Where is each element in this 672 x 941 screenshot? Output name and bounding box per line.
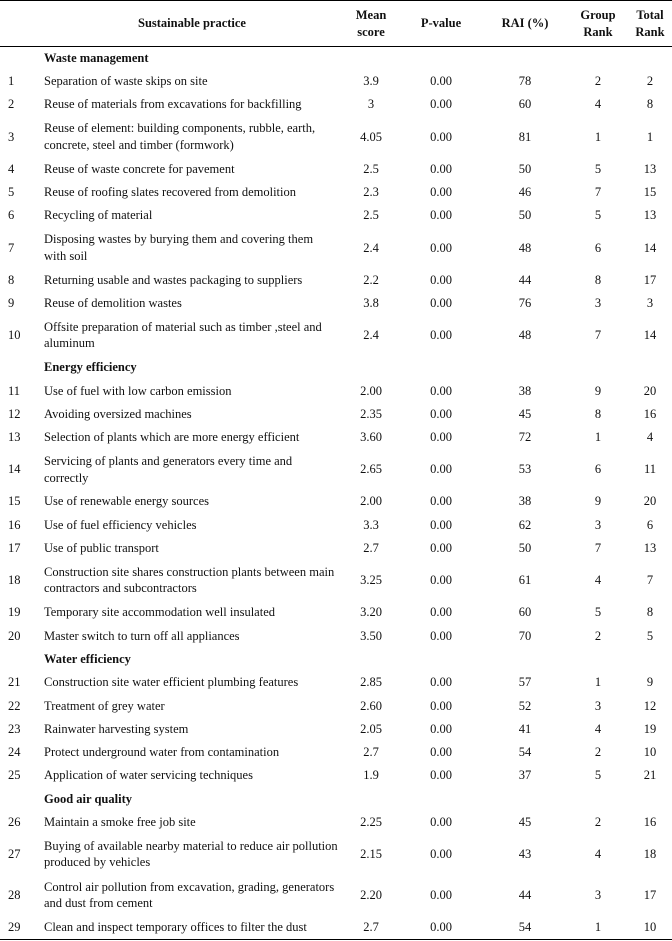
header-total-line2: Rank	[635, 24, 665, 39]
rai-cell: 62	[518, 517, 532, 532]
rai-cell: 50	[518, 541, 532, 556]
mean-score-cell: 2.7	[363, 541, 379, 556]
total-rank-cell: 14	[643, 328, 657, 343]
row-number: 27	[8, 847, 21, 862]
row-number: 3	[8, 129, 15, 144]
practice-cell: Construction site water efficient plumbing features	[44, 675, 299, 690]
mean-score-cell: 2.65	[360, 462, 382, 477]
table-row	[0, 181, 672, 204]
mean-score-cell: 3.3	[363, 517, 379, 532]
total-rank-cell: 3	[646, 295, 654, 310]
row-number: 5	[8, 185, 15, 200]
practice-cell: Temporary site accommodation well insulated	[44, 605, 275, 620]
rai-cell: 53	[518, 462, 532, 477]
table-row	[0, 764, 672, 787]
total-rank-cell: 10	[628, 916, 672, 939]
mean-score-cell: 2.3	[363, 185, 379, 200]
row-number: 13	[8, 430, 21, 445]
group-rank-cell: 9	[594, 494, 602, 509]
rai-cell: 50	[518, 208, 532, 223]
pvalue-cell: 0.00	[430, 462, 452, 477]
pvalue-cell: 0.00	[430, 698, 452, 713]
practice-cell: Application of water servicing techniques	[44, 768, 253, 783]
group-rank-cell: 2	[594, 628, 602, 643]
mean-score-cell: 2.7	[342, 916, 400, 939]
rai-cell: 44	[518, 888, 532, 903]
pvalue-cell: 0.00	[430, 240, 452, 255]
header-group-line1: Group	[580, 7, 616, 22]
practice-cell: Reuse of element: building components, rubble, earth, concrete, steel and timber (formwork)	[44, 121, 316, 152]
table-row	[0, 671, 672, 694]
section-header-row	[0, 787, 672, 810]
total-rank-cell: 20	[643, 383, 657, 398]
pvalue-cell: 0.00	[430, 272, 452, 287]
pvalue-cell: 0.00	[430, 675, 452, 690]
rai-cell: 48	[518, 328, 532, 343]
row-number: 29	[0, 916, 42, 939]
row-number: 21	[8, 675, 21, 690]
mean-score-cell: 2.4	[363, 240, 379, 255]
rai-cell: 50	[518, 161, 532, 176]
practice-cell: Reuse of waste concrete for pavement	[44, 161, 235, 176]
header-rai: RAI (%)	[482, 1, 568, 47]
row-number: 19	[8, 605, 21, 620]
total-rank-cell: 19	[643, 721, 657, 736]
total-rank-cell: 9	[646, 675, 654, 690]
total-rank-cell: 20	[643, 494, 657, 509]
mean-score-cell: 2.00	[360, 383, 382, 398]
mean-score-cell: 2.5	[363, 208, 379, 223]
row-number: 2	[8, 97, 15, 112]
group-rank-cell: 1	[594, 675, 602, 690]
group-rank-cell: 4	[594, 721, 602, 736]
practice-cell: Use of fuel with low carbon emission	[44, 383, 232, 398]
practice-cell: Construction site shares construction plants between main contractors and subcontractors	[44, 564, 335, 596]
group-rank-cell: 1	[594, 430, 602, 445]
rai-cell: 44	[518, 272, 532, 287]
pvalue-cell: 0.00	[430, 161, 452, 176]
practice-cell: Servicing of plants and generators every time and correctly	[44, 454, 293, 485]
rai-cell: 48	[518, 240, 532, 255]
header-mean-score	[342, 1, 400, 47]
pvalue-cell: 0.00	[430, 97, 452, 112]
mean-score-cell: 2.25	[360, 815, 382, 830]
total-rank-cell: 4	[646, 430, 654, 445]
row-number: 16	[8, 517, 21, 532]
pvalue-cell: 0.00	[430, 573, 452, 588]
rai-cell: 41	[518, 721, 532, 736]
rai-cell: 52	[518, 698, 532, 713]
practice-cell: Master switch to turn off all appliances	[44, 628, 240, 643]
row-number: 11	[8, 383, 21, 398]
table-row	[0, 93, 672, 116]
mean-score-cell: 3.8	[363, 295, 379, 310]
rai-cell: 81	[518, 129, 532, 144]
group-rank-cell: 5	[594, 605, 602, 620]
rai-cell: 38	[518, 494, 532, 509]
practice-cell: Use of public transport	[44, 541, 159, 556]
group-rank-cell: 7	[594, 185, 602, 200]
header-row	[0, 1, 672, 47]
total-rank-cell: 13	[643, 208, 657, 223]
practice-cell: Selection of plants which are more energy efficient	[44, 430, 300, 445]
header-number	[0, 1, 42, 47]
section-title: Water efficiency	[44, 651, 131, 666]
table-row	[0, 426, 672, 449]
table-row	[0, 601, 672, 624]
section-title: Waste management	[44, 51, 149, 66]
group-rank-cell: 7	[594, 541, 602, 556]
rai-cell: 57	[518, 675, 532, 690]
table-row	[0, 449, 672, 490]
total-rank-cell: 17	[643, 888, 657, 903]
total-rank-cell: 14	[643, 240, 657, 255]
mean-score-cell: 2.15	[360, 847, 382, 862]
table-row	[0, 811, 672, 834]
group-rank-cell: 2	[594, 745, 602, 760]
table-body	[0, 47, 672, 940]
practice-cell: Reuse of roofing slates recovered from demolition	[44, 185, 297, 200]
total-rank-cell: 18	[643, 847, 657, 862]
table-row	[0, 490, 672, 513]
practice-cell: Control air pollution from excavation, grading, generators and dust from cement	[44, 879, 335, 911]
pvalue-cell: 0.00	[430, 768, 452, 783]
group-rank-cell: 4	[594, 847, 602, 862]
mean-score-cell: 3.60	[360, 430, 382, 445]
rai-cell: 60	[518, 605, 532, 620]
table-row	[0, 694, 672, 717]
group-rank-cell: 8	[594, 406, 602, 421]
row-number: 18	[8, 573, 21, 588]
pvalue-cell: 0.00	[430, 129, 452, 144]
pvalue-cell: 0.00	[430, 888, 452, 903]
mean-score-cell: 1.9	[363, 768, 379, 783]
mean-score-cell: 2.85	[360, 675, 382, 690]
rai-cell: 78	[518, 74, 532, 89]
total-rank-cell: 11	[643, 462, 657, 477]
practice-cell: Clean and inspect temporary offices to filter the dust	[42, 916, 342, 939]
pvalue-cell: 0.00	[430, 185, 452, 200]
total-rank-cell: 13	[643, 161, 657, 176]
table-row	[0, 227, 672, 268]
group-rank-cell: 4	[594, 573, 602, 588]
total-rank-cell: 5	[646, 628, 654, 643]
practice-cell: Protect underground water from contamination	[44, 745, 280, 760]
mean-score-cell: 3	[367, 97, 375, 112]
group-rank-cell: 6	[594, 462, 602, 477]
header-practice: Sustainable practice	[42, 1, 342, 47]
table-row	[0, 268, 672, 291]
row-number: 28	[8, 888, 21, 903]
practice-cell: Offsite preparation of material such as timber ,steel and aluminum	[44, 319, 322, 351]
group-rank-cell: 2	[594, 74, 602, 89]
rai-cell: 46	[518, 185, 532, 200]
mean-score-cell: 4.05	[360, 129, 382, 144]
group-rank-cell: 5	[594, 208, 602, 223]
table-row	[0, 157, 672, 180]
rai-cell: 54	[518, 745, 532, 760]
total-rank-cell: 8	[646, 97, 654, 112]
row-number: 14	[8, 462, 21, 477]
header-pvalue: P-value	[400, 1, 482, 47]
rai-cell: 38	[518, 383, 532, 398]
rai-cell: 61	[518, 573, 532, 588]
section-spacer	[0, 356, 42, 379]
row-number: 4	[8, 161, 15, 176]
group-rank-cell: 1	[568, 916, 628, 939]
group-rank-cell: 5	[594, 768, 602, 783]
section-header-row	[0, 47, 672, 70]
row-number: 12	[8, 406, 21, 421]
group-rank-cell: 8	[594, 272, 602, 287]
rai-cell: 72	[518, 430, 532, 445]
mean-score-cell: 3.9	[363, 74, 379, 89]
practice-cell: Reuse of materials from excavations for backfilling	[44, 97, 302, 112]
header-group-rank	[568, 1, 628, 47]
row-number: 7	[8, 240, 15, 255]
section-spacer	[0, 648, 42, 671]
total-rank-cell: 8	[646, 605, 654, 620]
row-number: 1	[8, 74, 15, 89]
mean-score-cell: 2.35	[360, 406, 382, 421]
mean-score-cell: 2.20	[360, 888, 382, 903]
pvalue-cell: 0.00	[430, 721, 452, 736]
table-row	[0, 537, 672, 560]
pvalue-cell: 0.00	[400, 916, 482, 939]
table-row	[0, 741, 672, 764]
table-header	[0, 1, 672, 47]
total-rank-cell: 10	[643, 745, 657, 760]
group-rank-cell: 3	[594, 295, 602, 310]
row-number: 9	[8, 295, 15, 310]
table-row	[0, 717, 672, 740]
group-rank-cell: 4	[594, 97, 602, 112]
header-total-line1: Total	[636, 7, 664, 22]
total-rank-cell: 21	[643, 768, 657, 783]
table-row	[0, 315, 672, 356]
table-row	[0, 916, 672, 939]
table-row	[0, 875, 672, 916]
table-row	[0, 513, 672, 536]
total-rank-cell: 7	[646, 573, 654, 588]
mean-score-cell: 2.4	[363, 328, 379, 343]
group-rank-cell: 6	[594, 240, 602, 255]
practice-cell: Returning usable and wastes packaging to suppliers	[44, 272, 303, 287]
rai-cell: 43	[518, 847, 532, 862]
total-rank-cell: 6	[646, 517, 654, 532]
pvalue-cell: 0.00	[430, 815, 452, 830]
table-row	[0, 379, 672, 402]
header-total-rank	[628, 1, 672, 47]
row-number: 20	[8, 628, 21, 643]
total-rank-cell: 17	[643, 272, 657, 287]
rai-cell: 76	[518, 295, 532, 310]
mean-score-cell: 2.2	[363, 272, 379, 287]
total-rank-cell: 15	[643, 185, 657, 200]
pvalue-cell: 0.00	[430, 494, 452, 509]
pvalue-cell: 0.00	[430, 74, 452, 89]
table-row	[0, 402, 672, 425]
table-row	[0, 70, 672, 93]
pvalue-cell: 0.00	[430, 406, 452, 421]
practice-cell: Separation of waste skips on site	[44, 74, 208, 89]
pvalue-cell: 0.00	[430, 847, 452, 862]
mean-score-cell: 3.25	[360, 573, 382, 588]
practice-cell: Rainwater harvesting system	[44, 721, 189, 736]
row-number: 25	[8, 768, 21, 783]
table-row	[0, 292, 672, 315]
row-number: 22	[8, 698, 21, 713]
pvalue-cell: 0.00	[430, 628, 452, 643]
rai-cell: 54	[482, 916, 568, 939]
row-number: 10	[8, 328, 21, 343]
table-row	[0, 834, 672, 875]
section-spacer	[0, 787, 42, 810]
header-group-line2: Rank	[583, 24, 613, 39]
mean-score-cell: 3.20	[360, 605, 382, 620]
pvalue-cell: 0.00	[430, 208, 452, 223]
rai-cell: 70	[518, 628, 532, 643]
row-number: 24	[8, 745, 21, 760]
rai-cell: 45	[518, 815, 532, 830]
mean-score-cell: 2.7	[363, 745, 379, 760]
group-rank-cell: 3	[594, 517, 602, 532]
section-title: Good air quality	[44, 791, 132, 806]
mean-score-cell: 3.50	[360, 628, 382, 643]
pvalue-cell: 0.00	[430, 605, 452, 620]
group-rank-cell: 5	[594, 161, 602, 176]
header-mean-line1: Mean	[355, 7, 387, 22]
section-header-row	[0, 356, 672, 379]
row-number: 6	[8, 208, 15, 223]
pvalue-cell: 0.00	[430, 430, 452, 445]
practice-cell: Avoiding oversized machines	[44, 406, 192, 421]
total-rank-cell: 16	[643, 406, 657, 421]
group-rank-cell: 2	[594, 815, 602, 830]
mean-score-cell: 2.60	[360, 698, 382, 713]
practice-cell: Disposing wastes by burying them and covering them with soil	[44, 232, 314, 263]
practice-cell: Recycling of material	[44, 208, 153, 223]
section-spacer	[0, 47, 42, 70]
total-rank-cell: 1	[646, 129, 654, 144]
table-row	[0, 116, 672, 157]
table-row	[0, 624, 672, 647]
group-rank-cell: 1	[594, 129, 602, 144]
pvalue-cell: 0.00	[430, 517, 452, 532]
table-row	[0, 560, 672, 601]
rai-cell: 60	[518, 97, 532, 112]
total-rank-cell: 16	[643, 815, 657, 830]
row-number: 23	[8, 721, 21, 736]
rai-cell: 45	[518, 406, 532, 421]
mean-score-cell: 2.05	[360, 721, 382, 736]
pvalue-cell: 0.00	[430, 295, 452, 310]
practice-cell: Buying of available nearby material to reduce air pollution produced by vehicles	[44, 838, 338, 870]
row-number: 8	[8, 272, 15, 287]
group-rank-cell: 9	[594, 383, 602, 398]
pvalue-cell: 0.00	[430, 541, 452, 556]
rai-cell: 37	[518, 768, 532, 783]
table-row	[0, 204, 672, 227]
practice-cell: Maintain a smoke free job site	[44, 815, 196, 830]
practice-cell: Use of renewable energy sources	[44, 494, 209, 509]
total-rank-cell: 12	[643, 698, 657, 713]
pvalue-cell: 0.00	[430, 383, 452, 398]
row-number: 17	[8, 541, 21, 556]
header-mean-line2: score	[357, 24, 385, 39]
group-rank-cell: 3	[594, 888, 602, 903]
section-header-row	[0, 648, 672, 671]
pvalue-cell: 0.00	[430, 328, 452, 343]
total-rank-cell: 2	[646, 74, 654, 89]
mean-score-cell: 2.00	[360, 494, 382, 509]
group-rank-cell: 7	[594, 328, 602, 343]
practice-cell: Use of fuel efficiency vehicles	[44, 517, 197, 532]
mean-score-cell: 2.5	[363, 161, 379, 176]
row-number: 26	[8, 815, 21, 830]
practice-cell: Treatment of grey water	[44, 698, 165, 713]
section-title: Energy efficiency	[44, 360, 137, 375]
practice-cell: Reuse of demolition wastes	[44, 295, 182, 310]
row-number: 15	[8, 494, 21, 509]
group-rank-cell: 3	[594, 698, 602, 713]
total-rank-cell: 13	[643, 541, 657, 556]
pvalue-cell: 0.00	[430, 745, 452, 760]
